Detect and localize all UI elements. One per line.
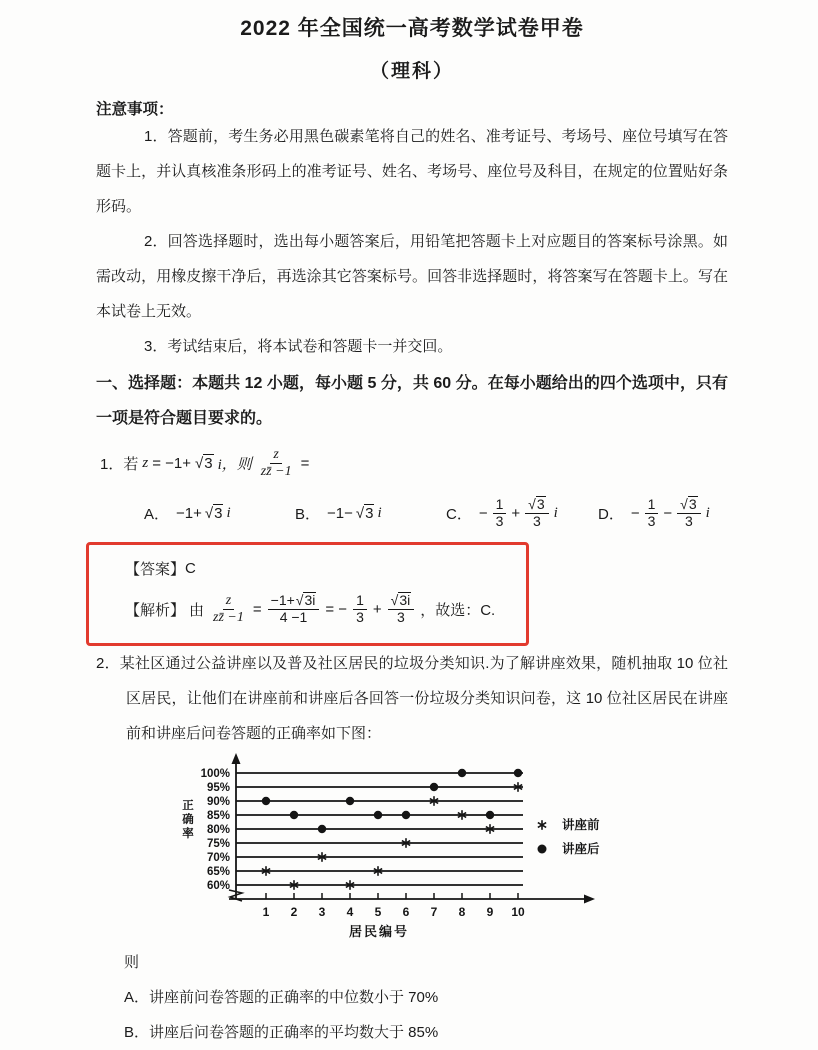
x-axis-arrow <box>584 895 595 904</box>
x-axis-title: 居民编号 <box>348 924 410 939</box>
y-tick-label: 100% <box>200 768 230 780</box>
after-lecture-point <box>318 825 326 833</box>
after-lecture-point <box>262 797 270 805</box>
q1-equals: = <box>300 454 310 472</box>
fraction: √ 3 3 <box>677 496 700 529</box>
answer-line <box>125 553 518 583</box>
fraction: √ 3 3 <box>525 496 548 529</box>
x-tick-label: 9 <box>486 905 494 919</box>
x-tick-label: 2 <box>290 905 298 919</box>
x-tick-label: 3 <box>318 905 326 919</box>
exam-subtitle: （理科） <box>369 61 454 82</box>
after-lecture-point <box>402 811 410 819</box>
y-tick-label: 60% <box>206 880 230 892</box>
fraction: $\frac{z}{zz̄ -1}$ <box>213 592 244 625</box>
after-lecture-point <box>346 797 354 805</box>
notice-item-2: 2．回答选择题时，选出每小题答案后，用铅笔把答题卡上对应题目的答案标号涂黑。如需改动，用橡皮擦干净后，再选涂其它答案标号。回答非选择题时，将答案写在答题卡上。写在本试卷上无效。 <box>96 233 728 320</box>
after-lecture-point <box>514 769 522 777</box>
q1-eq: = −1+ <box>152 454 191 472</box>
after-lecture-point <box>430 783 438 791</box>
answer-highlight-box <box>86 542 529 646</box>
notice-item-3: 3．考试结束后，将本试卷和答题卡一并交回。 <box>144 338 453 355</box>
after-lecture-point <box>374 811 382 819</box>
y-axis-title: 率 <box>182 828 194 840</box>
fraction: $\frac{1}{3}$ <box>353 593 367 625</box>
fraction: −1+ √ 3i 4 −1 <box>268 592 320 625</box>
question-1-stem <box>100 440 728 486</box>
q1-option-a: A． −1+ √ 3 i <box>144 504 231 523</box>
q2-then: 则 <box>124 954 140 971</box>
q1-option-d: D． − $\frac{1}{3}$ − √ 3 3 i <box>598 495 710 529</box>
legend-after-label: 讲座后 <box>562 842 600 856</box>
fraction: $\frac{1}{3}$ <box>645 497 659 529</box>
x-tick-label: 8 <box>458 905 466 919</box>
y-tick-label: 65% <box>206 866 230 878</box>
notice-heading: 注意事项： <box>96 101 174 118</box>
q1-lead: 1．若 <box>100 455 139 473</box>
y-tick-label: 70% <box>206 852 230 864</box>
x-tick-label: 10 <box>511 905 525 919</box>
section-heading: 一、选择题：本题共 12 小题，每小题 5 分，共 60 分。在每小题给出的四个选项中，只有一项是符合题目要求的。 <box>96 375 728 427</box>
sqrt-expression: √ 3 <box>204 505 223 522</box>
q2-option-b: B．讲座后问卷答题的正确率的平均数大于 85% <box>124 1024 439 1041</box>
q1-fraction: $\frac{z}{zz̄ -1}$ <box>260 446 292 479</box>
y-tick-label: 90% <box>206 796 230 808</box>
accuracy-chart <box>174 753 728 945</box>
answer-value: C <box>185 559 196 577</box>
notice-item-1: 1．答题前，考生务必用黑色碳素笔将自己的姓名、准考证号、考场号、座位号填写在答题卡上，并认真核准条形码上的准考证号、姓名、考场号、座位号及科目，在规定的位置贴好条形码。 <box>96 128 728 215</box>
y-tick-label: 80% <box>206 824 230 836</box>
q2-option-a: A．讲座前问卷答题的正确率的中位数小于 70% <box>124 989 439 1006</box>
answer-label: 【答案】 <box>125 560 186 578</box>
sqrt-sign: √ <box>194 455 204 472</box>
analysis-line: 【解析】 由 $\frac{z}{zz̄ -1}$ = −1+ √ 3i 4 −1 = − $\frac{1}{3}$ + √ 3i 3 ，故选：C. <box>125 591 496 625</box>
y-tick-label: 85% <box>206 810 230 822</box>
x-tick-label: 6 <box>402 905 410 919</box>
x-tick-label: 1 <box>262 905 270 919</box>
q1-var-z: z <box>142 454 149 471</box>
y-axis-title: 正 <box>182 800 194 812</box>
q1-option-b: B． −1− √ 3 i <box>295 504 382 523</box>
after-lecture-point <box>458 769 466 777</box>
sqrt-expression: √ 3 <box>355 505 374 522</box>
fraction: √ 3i 3 <box>388 592 415 625</box>
q1-options <box>144 488 728 538</box>
y-tick-label: 75% <box>206 838 230 850</box>
after-lecture-point <box>290 811 298 819</box>
y-tick-label: 95% <box>206 782 230 794</box>
sqrt-expression: √ 3 <box>194 455 213 472</box>
exam-title: 2022 年全国统一高考数学试卷甲卷 <box>240 17 584 40</box>
x-tick-label: 7 <box>430 905 438 919</box>
x-tick-label: 5 <box>374 905 382 919</box>
question-2-stem: 2．某社区通过公益讲座以及普及社区居民的垃圾分类知识.为了解讲座效果，随机抽取 10 位社区居民，让他们在讲座前和讲座后各回答一份垃圾分类知识问卷，这 10 位社区居民在讲座前和讲座后问卷答题的正确率如下图： <box>96 655 728 742</box>
q1-then: i，则 <box>217 456 252 473</box>
legend-before-label: 讲座前 <box>562 818 600 832</box>
y-axis-arrow <box>232 753 241 764</box>
accuracy-chart-svg <box>174 753 634 945</box>
x-tick-label: 4 <box>346 905 354 919</box>
y-axis-title: 确 <box>182 814 194 826</box>
after-lecture-point <box>486 811 494 819</box>
legend-after-marker <box>538 845 547 854</box>
analysis-label: 【解析】 <box>125 601 186 619</box>
q1-option-c: C． − $\frac{1}{3}$ + √ 3 3 i <box>446 495 558 529</box>
fraction: $\frac{1}{3}$ <box>493 497 507 529</box>
